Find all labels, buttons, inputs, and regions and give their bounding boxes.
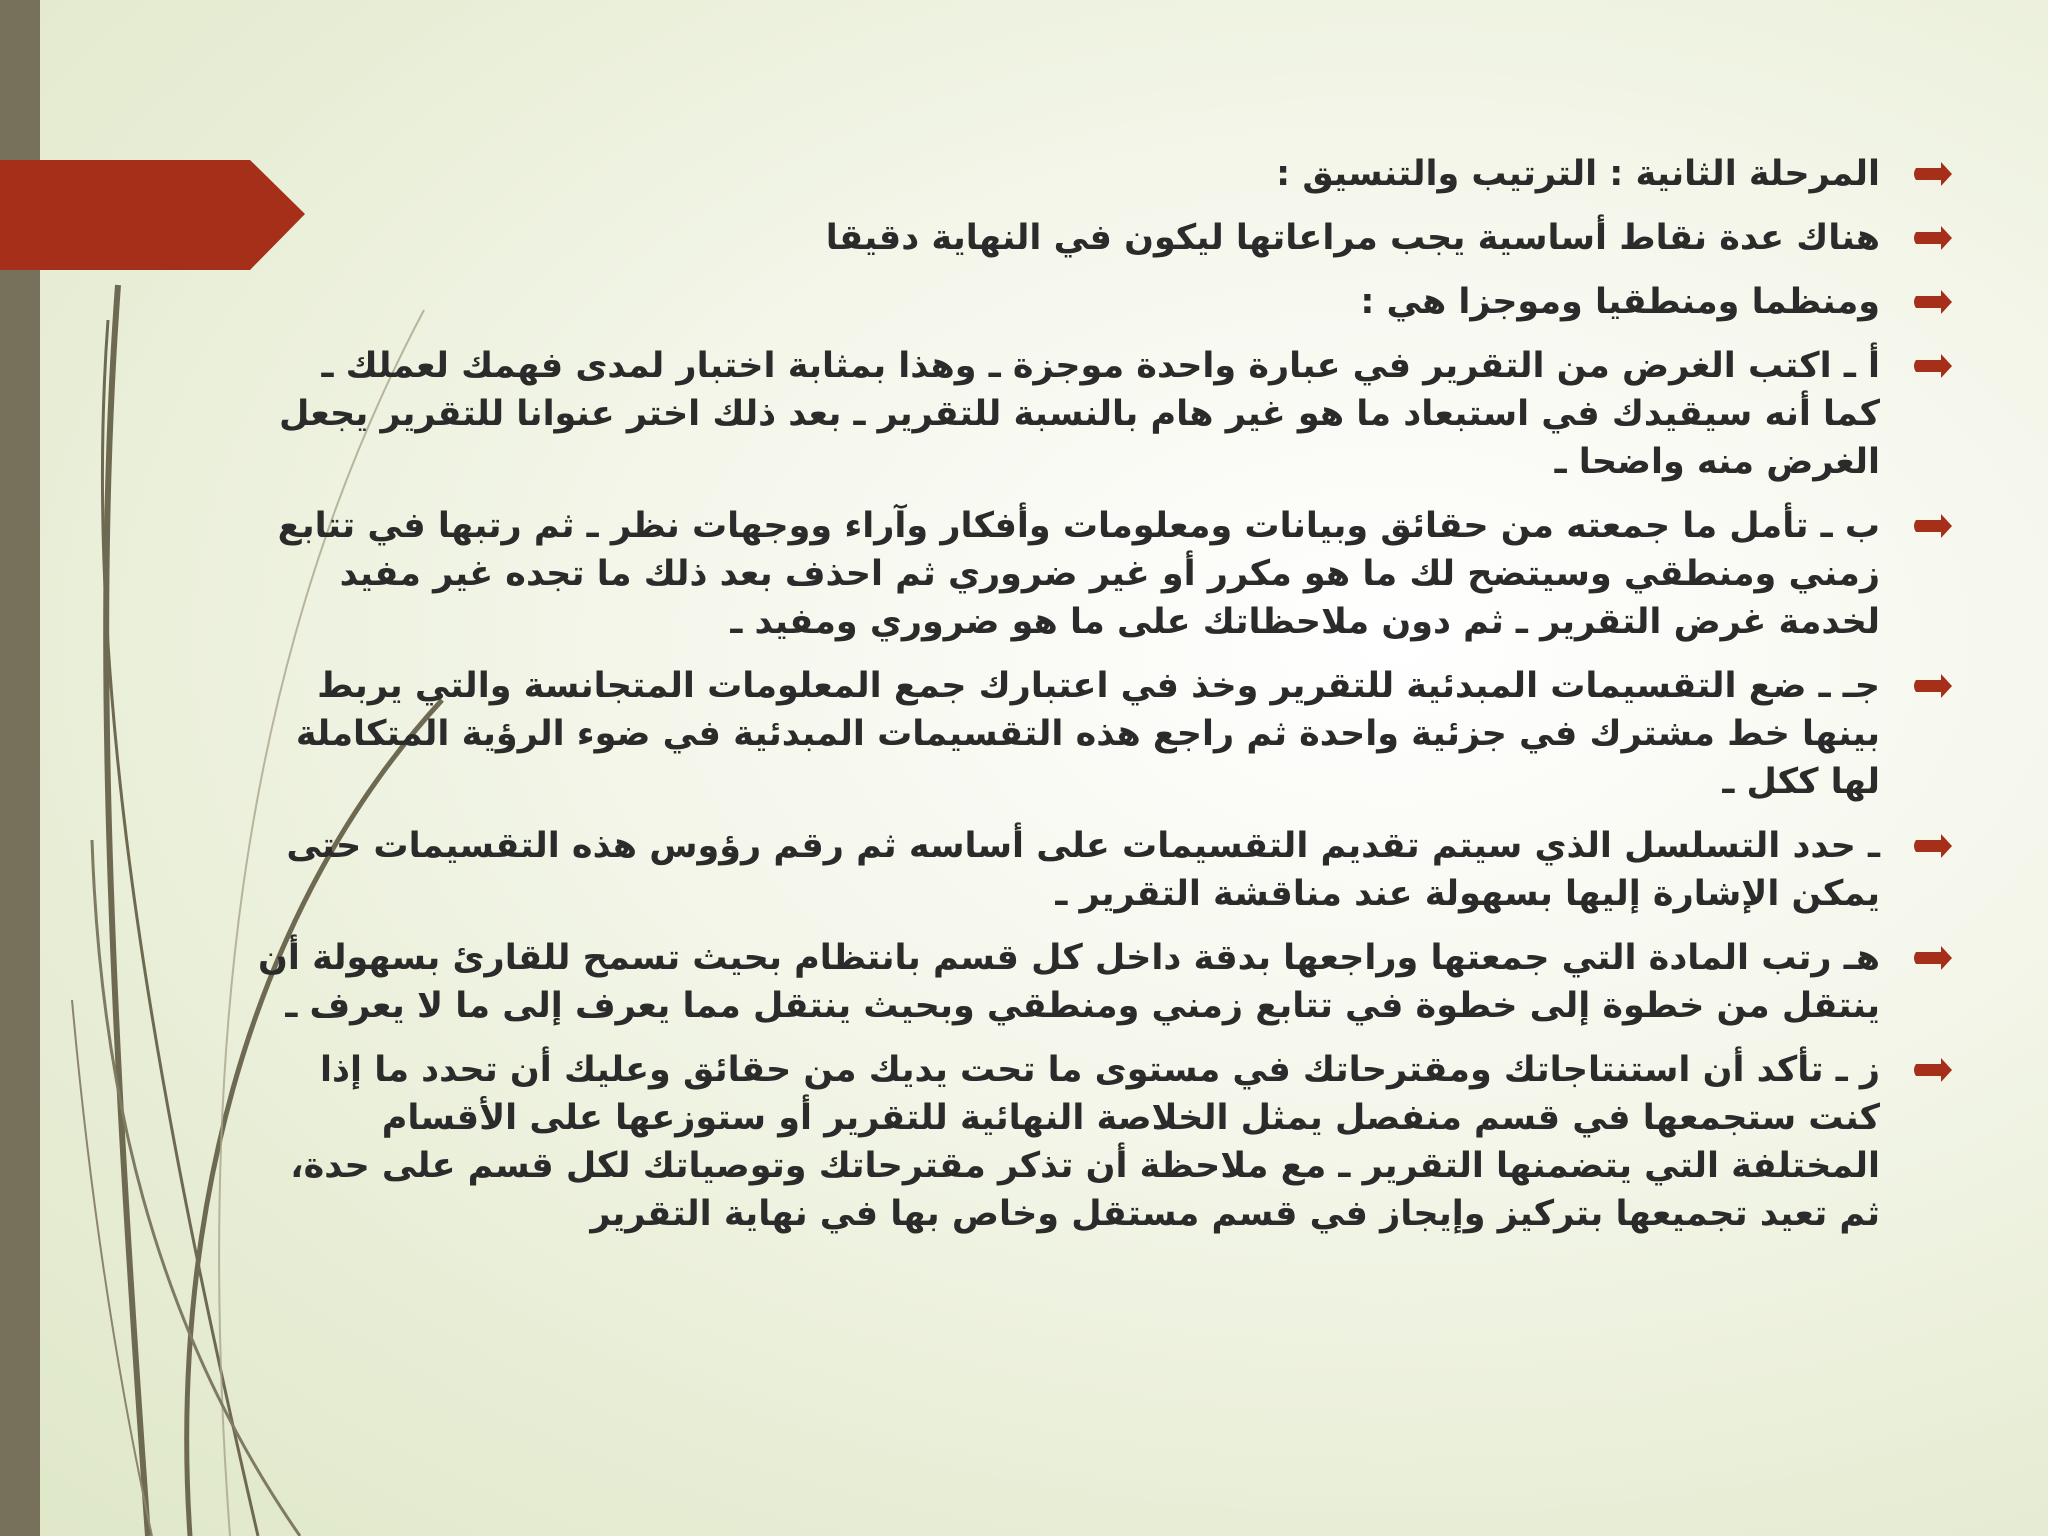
right-arrow-marker-icon [1912, 162, 1952, 186]
right-arrow-marker-icon [1912, 946, 1952, 970]
bullet-text: جـ ـ ضع التقسيمات المبدئية للتقرير وخذ في اعتبارك جمع المعلومات المتجانسة والتي يربط بينها خط مشترك في جزئية واحدة ثم راجع هذه التقسيمات المبدئية في ضوء الرؤية المتكاملة لها ككل ـ [295, 666, 1880, 802]
right-arrow-marker-icon [1912, 1058, 1952, 1082]
right-arrow-marker-icon [1912, 226, 1952, 250]
bullet-item-3 [255, 278, 1960, 326]
bullet-item-8 [255, 934, 1960, 1030]
bullet-text: ـ حدد التسلسل الذي سيتم تقديم التقسيمات على أساسه ثم رقم رؤوس هذه التقسيمات حتى يمكن الإشارة إليها بسهولة عند مناقشة التقرير ـ [286, 826, 1880, 914]
right-arrow-marker-icon [1912, 674, 1952, 698]
bullet-text: المرحلة الثانية : الترتيب والتنسيق : [1276, 154, 1880, 194]
bullet-text: ز ـ تأكد أن استنتاجاتك ومقترحاتك في مستوى ما تحت يديك من حقائق وعليك أن تحدد ما إذا كنت ستجمعها في قسم منفصل يمثل الخلاصة النهائية للتقرير أو ستوزعها على الأقسام المختلفة التي يتضمنها التقرير ـ مع ملاحظة أن تذكر مقترحاتك وتوصياتك لكل قسم على حدة، ثم تعيد تجميعها بتركيز وإيجاز في قسم مستقل وخاص بها في نهاية التقرير [290, 1050, 1880, 1234]
bullet-text: هـ رتب المادة التي جمعتها وراجعها بدقة داخل كل قسم بانتظام بحيث تسمح للقارئ بسهولة أن ينتقل من خطوة إلى خطوة في تتابع زمني ومنطقي وبحيث ينتقل مما يعرف إلى ما لا يعرف ـ [258, 938, 1880, 1026]
right-arrow-marker-icon [1912, 354, 1952, 378]
bullet-text: ومنظما ومنطقيا وموجزا هي : [1360, 282, 1880, 322]
right-arrow-marker-icon [1912, 834, 1952, 858]
decor-curve-2 [102, 320, 258, 1536]
bullet-item-7 [255, 822, 1960, 918]
bullet-text: ب ـ تأمل ما جمعته من حقائق وبيانات ومعلومات وأفكار وآراء ووجهات نظر ـ ثم رتبها في تتابع زمني ومنطقي وسيتضح لك ما هو مكرر أو غير ضروري ثم احذف بعد ذلك ما تجده غير مفيد لخدمة غرض التقرير ـ ثم دون ملاحظاتك على ما هو ضروري ومفيد ـ [277, 506, 1880, 642]
bullet-item-4 [255, 342, 1960, 486]
bullet-item-2 [255, 214, 1960, 262]
right-arrow-marker-icon [1912, 290, 1952, 314]
right-arrow-marker-icon [1912, 514, 1952, 538]
bullet-list [255, 150, 1960, 1254]
decor-curve-1 [106, 285, 148, 1536]
bullet-item-1 [255, 150, 1960, 198]
bullet-text: أ ـ اكتب الغرض من التقرير في عبارة واحدة موجزة ـ وهذا بمثابة اختبار لمدى فهمك لعملك ـ كما أنه سيقيدك في استبعاد ما هو غير هام بالنسبة للتقرير ـ بعد ذلك اختر عنوانا للتقرير يجعل الغرض منه واضحا ـ [278, 346, 1880, 482]
bullet-item-9 [255, 1046, 1960, 1238]
bullet-text: هناك عدة نقاط أساسية يجب مراعاتها ليكون في النهاية دقيقا [825, 218, 1880, 258]
bullet-item-5 [255, 502, 1960, 646]
bullet-item-6 [255, 662, 1960, 806]
